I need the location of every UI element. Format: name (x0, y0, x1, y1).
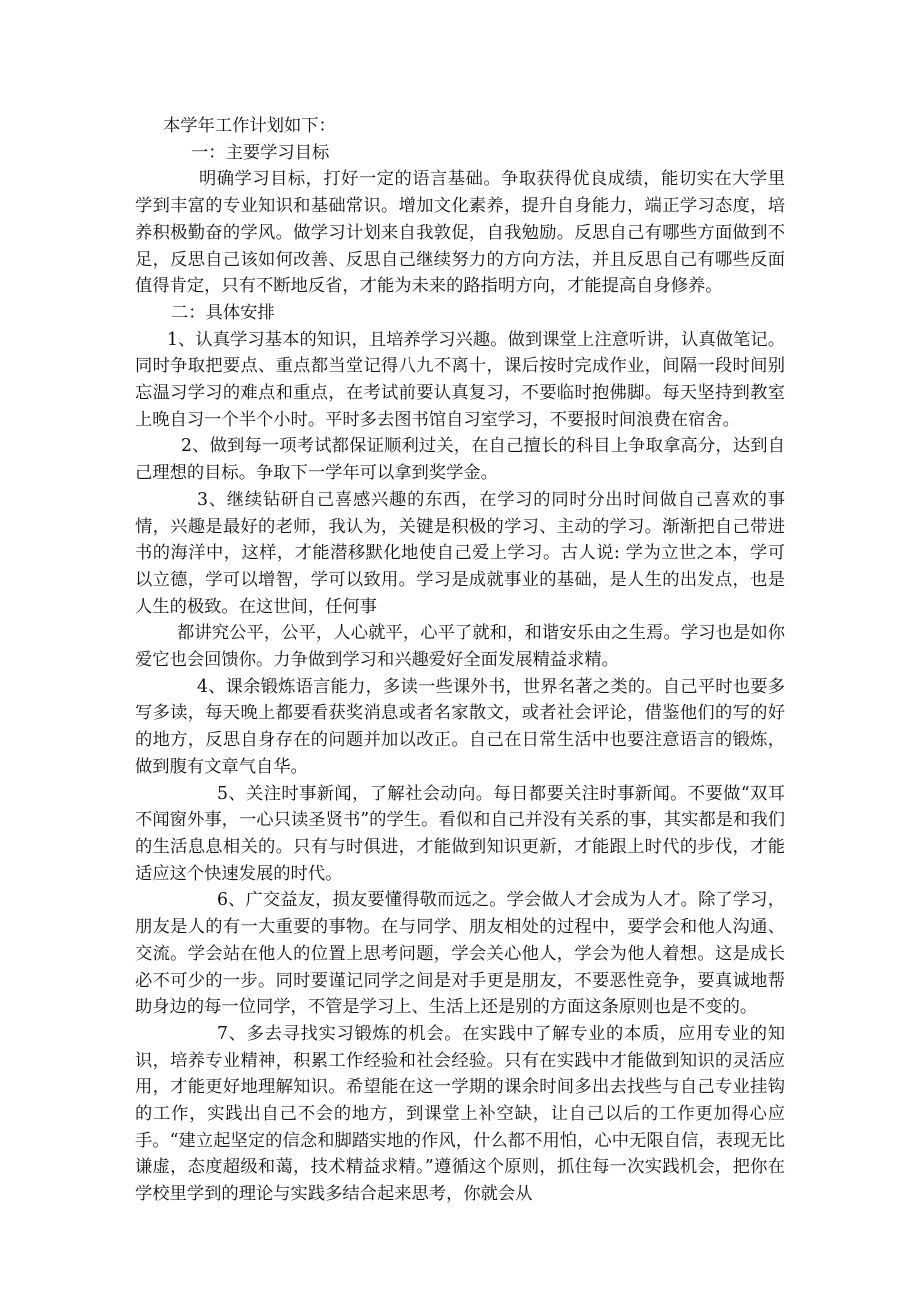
document-body (135, 113, 785, 1208)
item-2: 2、做到每一项考试都保证顺利过关，在自己擅长的科目上争取拿高分，达到自己理想的目标。争取下一学年可以拿到奖学金。 (135, 436, 785, 484)
section1-heading: 一：主要学习目标 (191, 142, 330, 163)
item-1: 1、认真学习基本的知识，且培养学习兴趣。做到课堂上注意听讲，认真做笔记。同时争取把要点、重点都当堂记得八九不离十，课后按时完成作业，间隔一段时间别忘温习学习的难点和重点，在考试前要认真复习，不要临时抱佛脚。每天坚持到教室上晚自习一个半个小时。平时多去图书馆自习室学习，不要报时间浪费在宿舍。 (135, 329, 785, 430)
item-5: 5、关注时事新闻，了解社会动向。每日都要关注时事新闻。不要做“双耳不闻窗外事，一心只读圣贤书”的学生。看似和自己并没有关系的事，其实都是和我们的生活息息相关的。只有与时俱进，才能做到知识更新，才能跟上时代的步伐，才能适应这个快速发展的时代。 (135, 783, 785, 884)
intro-line: 本学年工作计划如下： (163, 116, 336, 136)
item-4: 4、课余锻炼语言能力，多读一些课外书，世界名著之类的。自己平时也要多写多读，每天晚上都要看获奖消息或者名家散文，或者社会评论，借鉴他们的写的好的地方，反思自身存在的问题并加以改正。自己在日常生活中也要注意语言的锻炼，做到腹有文章气自华。 (135, 676, 785, 777)
item-3: 3、继续钻研自己喜感兴趣的东西，在学习的同时分出时间做自己喜欢的事情，兴趣是最好的老师，我认为，关键是积极的学习、主动的学习。渐渐把自己带进书的海洋中，这样，才能潜移默化地使自己爱上学习。古人说: 学为立世之本，学可以立德，学可以增智，学可以致用。学习是成就事业的基础，是人生的出发点，也是人生的极致。在这世间，任何事 (135, 489, 785, 617)
section1-paragraph: 明确学习目标，打好一定的语言基础。争取获得优良成绩，能切实在大学里学到丰富的专业知识和基础常识。增加文化素养，提升自身能力，端正学习态度，培养积极勤奋的学风。做学习计划来自我敦促，自我勉励。反思自己有哪些方面做到不足，反思自己该如何改善、反思自己继续努力的方向方法，并且反思自己有哪些反面值得肯定，只有不断地反省，才能为未来的路指明方向，才能提高自身修养。 (135, 169, 785, 297)
item-7: 7、多去寻找实习锻炼的机会。在实践中了解专业的本质，应用专业的知识，培养专业精神，积累工作经验和社会经验。只有在实践中才能做到知识的灵活应用，才能更好地理解知识。希望能在这一学期的课余时间多出去找些与自己专业挂钩的工作，实践出自己不会的地方，到课堂上补空缺，让自己以后的工作更加得心应手。“建立起坚定的信念和脚踏实地的作风，什么都不用怕，心中无限自信，表现无比谦虚，态度超级和蔼，技术精益求精。”遵循这个原则，抓住每一次实践机会，把你在学校里学到的理论与实践多结合起来思考，你就会从 (135, 1023, 785, 1205)
item-6: 6、广交益友，损友要懂得敬而远之。学会做人才会成为人才。除了学习，朋友是人的有一大重要的事物。在与同学、朋友相处的过程中，要学会和他人沟通、交流。学会站在他人的位置上思考问题，学会关心他人，学会为他人着想。这是成长必不可少的一步。同时要谨记同学之间是对手更是朋友，不要恶性竞争，要真诚地帮助身边的每一位同学，不管是学习上、生活上还是别的方面这条原则也是不变的。 (135, 890, 785, 1018)
section2-heading: 二：具体安排 (171, 302, 275, 323)
item-3-continued: 都讲究公平，公平，人心就平，心平了就和，和谐安乐由之生焉。学习也是如你爱它也会回馈你。力争做到学习和兴趣爱好全面发展精益求精。 (135, 623, 785, 671)
